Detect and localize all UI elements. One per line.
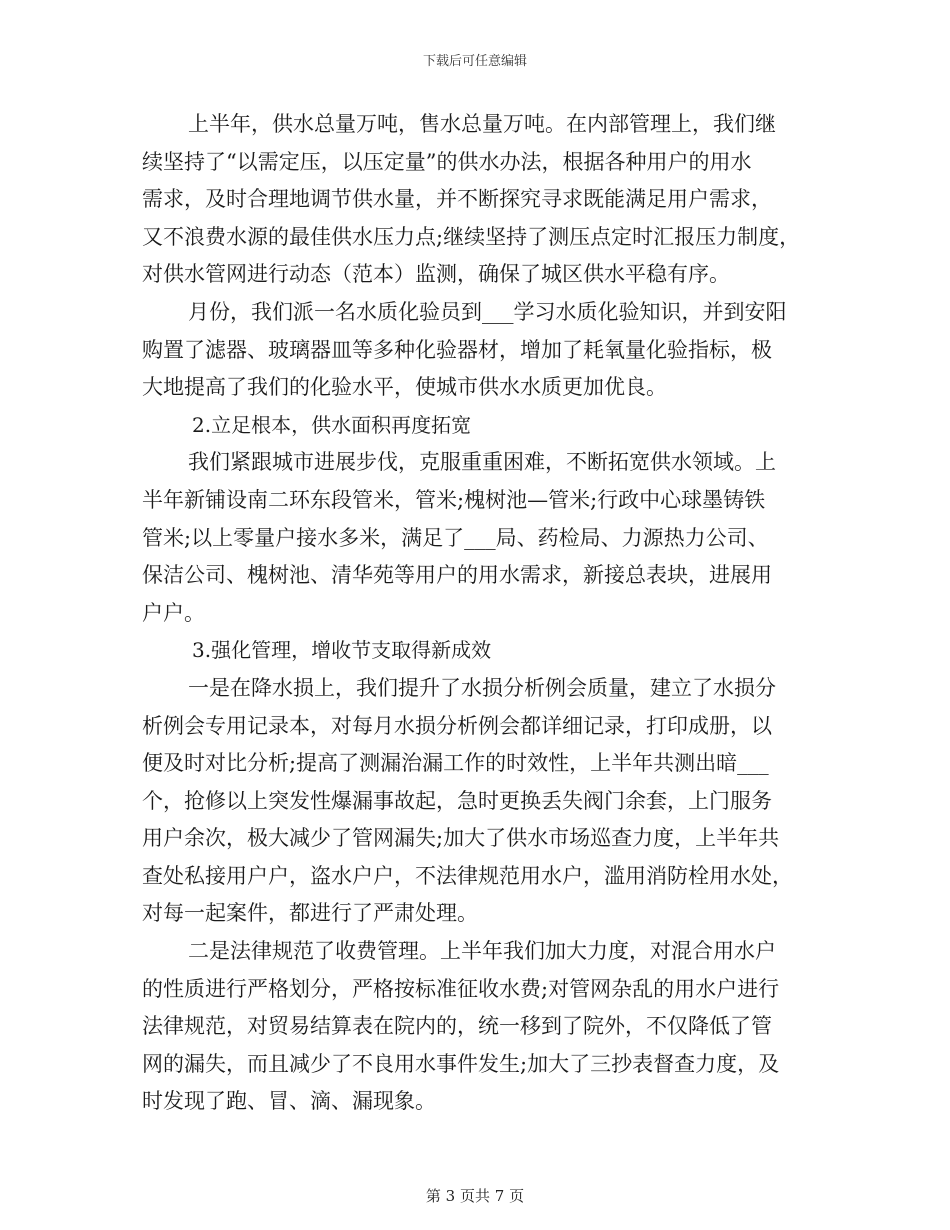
- section-heading: 2.立足根本，供水面积再度拓宽: [192, 412, 472, 437]
- paragraph-line: 购置了滤器、玻璃器皿等多种化验器材，增加了耗氧量化验指标，极: [142, 337, 772, 362]
- paragraph-line: 对供水管网进行动态（范本）监测，确保了城区供水平稳有序。: [142, 262, 730, 287]
- paragraph-line: 便及时对比分析;提高了测漏治漏工作的时效性，上半年共测出暗___: [142, 751, 769, 776]
- paragraph-line: 我们紧跟城市进展步伐，克服重重困难，不断拓宽供水领域。上: [188, 450, 776, 475]
- document-body: [142, 106, 818, 1121]
- paragraph-line: 续坚持了“以需定压，以压定量”的供水办法，根据各种用户的用水: [142, 149, 752, 174]
- page-number: 第 3 页共 7 页: [425, 1187, 525, 1205]
- paragraph-line: 个，抢修以上突发性爆漏事故起，急时更换丢失阀门余套，上门服务: [142, 788, 772, 813]
- paragraph-line: 析例会专用记录本，对每月水损分析例会都详细记录，打印成册，以: [142, 713, 772, 738]
- paragraph-line: 网的漏失，而且减少了不良用水事件发生;加大了三抄表督查力度，及: [142, 1051, 780, 1076]
- paragraph-line: 需求，及时合理地调节供水量，并不断探究寻求既能满足用户需求，: [142, 187, 772, 212]
- paragraph-line: 用户余次，极大减少了管网漏失;加大了供水市场巡查力度，上半年共: [142, 826, 780, 851]
- paragraph-line: 二是法律规范了收费管理。上半年我们加大力度，对混合用水户: [188, 939, 776, 964]
- paragraph-line: 的性质进行严格划分，严格按标准征收水费;对管网杂乱的用水户进行: [142, 976, 780, 1001]
- section-heading: 3.强化管理，增收节支取得新成效: [192, 638, 492, 663]
- paragraph-line: 时发现了跑、冒、滴、漏现象。: [142, 1089, 436, 1114]
- paragraph-line: 法律规范，对贸易结算表在院内的，统一移到了院外，不仅降低了管: [142, 1014, 772, 1039]
- page-header-note: 下载后可任意编辑: [422, 54, 527, 69]
- paragraph-line: 户户。: [142, 600, 205, 625]
- paragraph-line: 又不浪费水源的最佳供水压力点;继续坚持了测压点定时汇报压力制度，: [142, 224, 801, 249]
- paragraph-line: 大地提高了我们的化验水平，使城市供水水质更加优良。: [142, 375, 667, 400]
- paragraph-line: 对每一起案件，都进行了严肃处理。: [142, 901, 478, 926]
- paragraph-line: 管米;以上零量户接水多米，满足了___局、药检局、力源热力公司、: [142, 525, 769, 550]
- paragraph-line: 月份，我们派一名水质化验员到___学习水质化验知识，并到安阳: [188, 299, 787, 324]
- paragraph-line: 上半年，供水总量万吨，售水总量万吨。在内部管理上，我们继: [188, 112, 776, 136]
- paragraph-line: 查处私接用户户，盗水户户，不法律规范用水户，滥用消防栓用水处，: [142, 863, 793, 888]
- paragraph-line: 保洁公司、槐树池、清华苑等用户的用水需求，新接总表块，进展用: [142, 563, 772, 588]
- paragraph-line: 半年新铺设南二环东段管米，管米;槐树池—管米;行政中心球墨铸铁: [142, 487, 766, 512]
- paragraph-line: 一是在降水损上，我们提升了水损分析例会质量，建立了水损分: [188, 675, 776, 700]
